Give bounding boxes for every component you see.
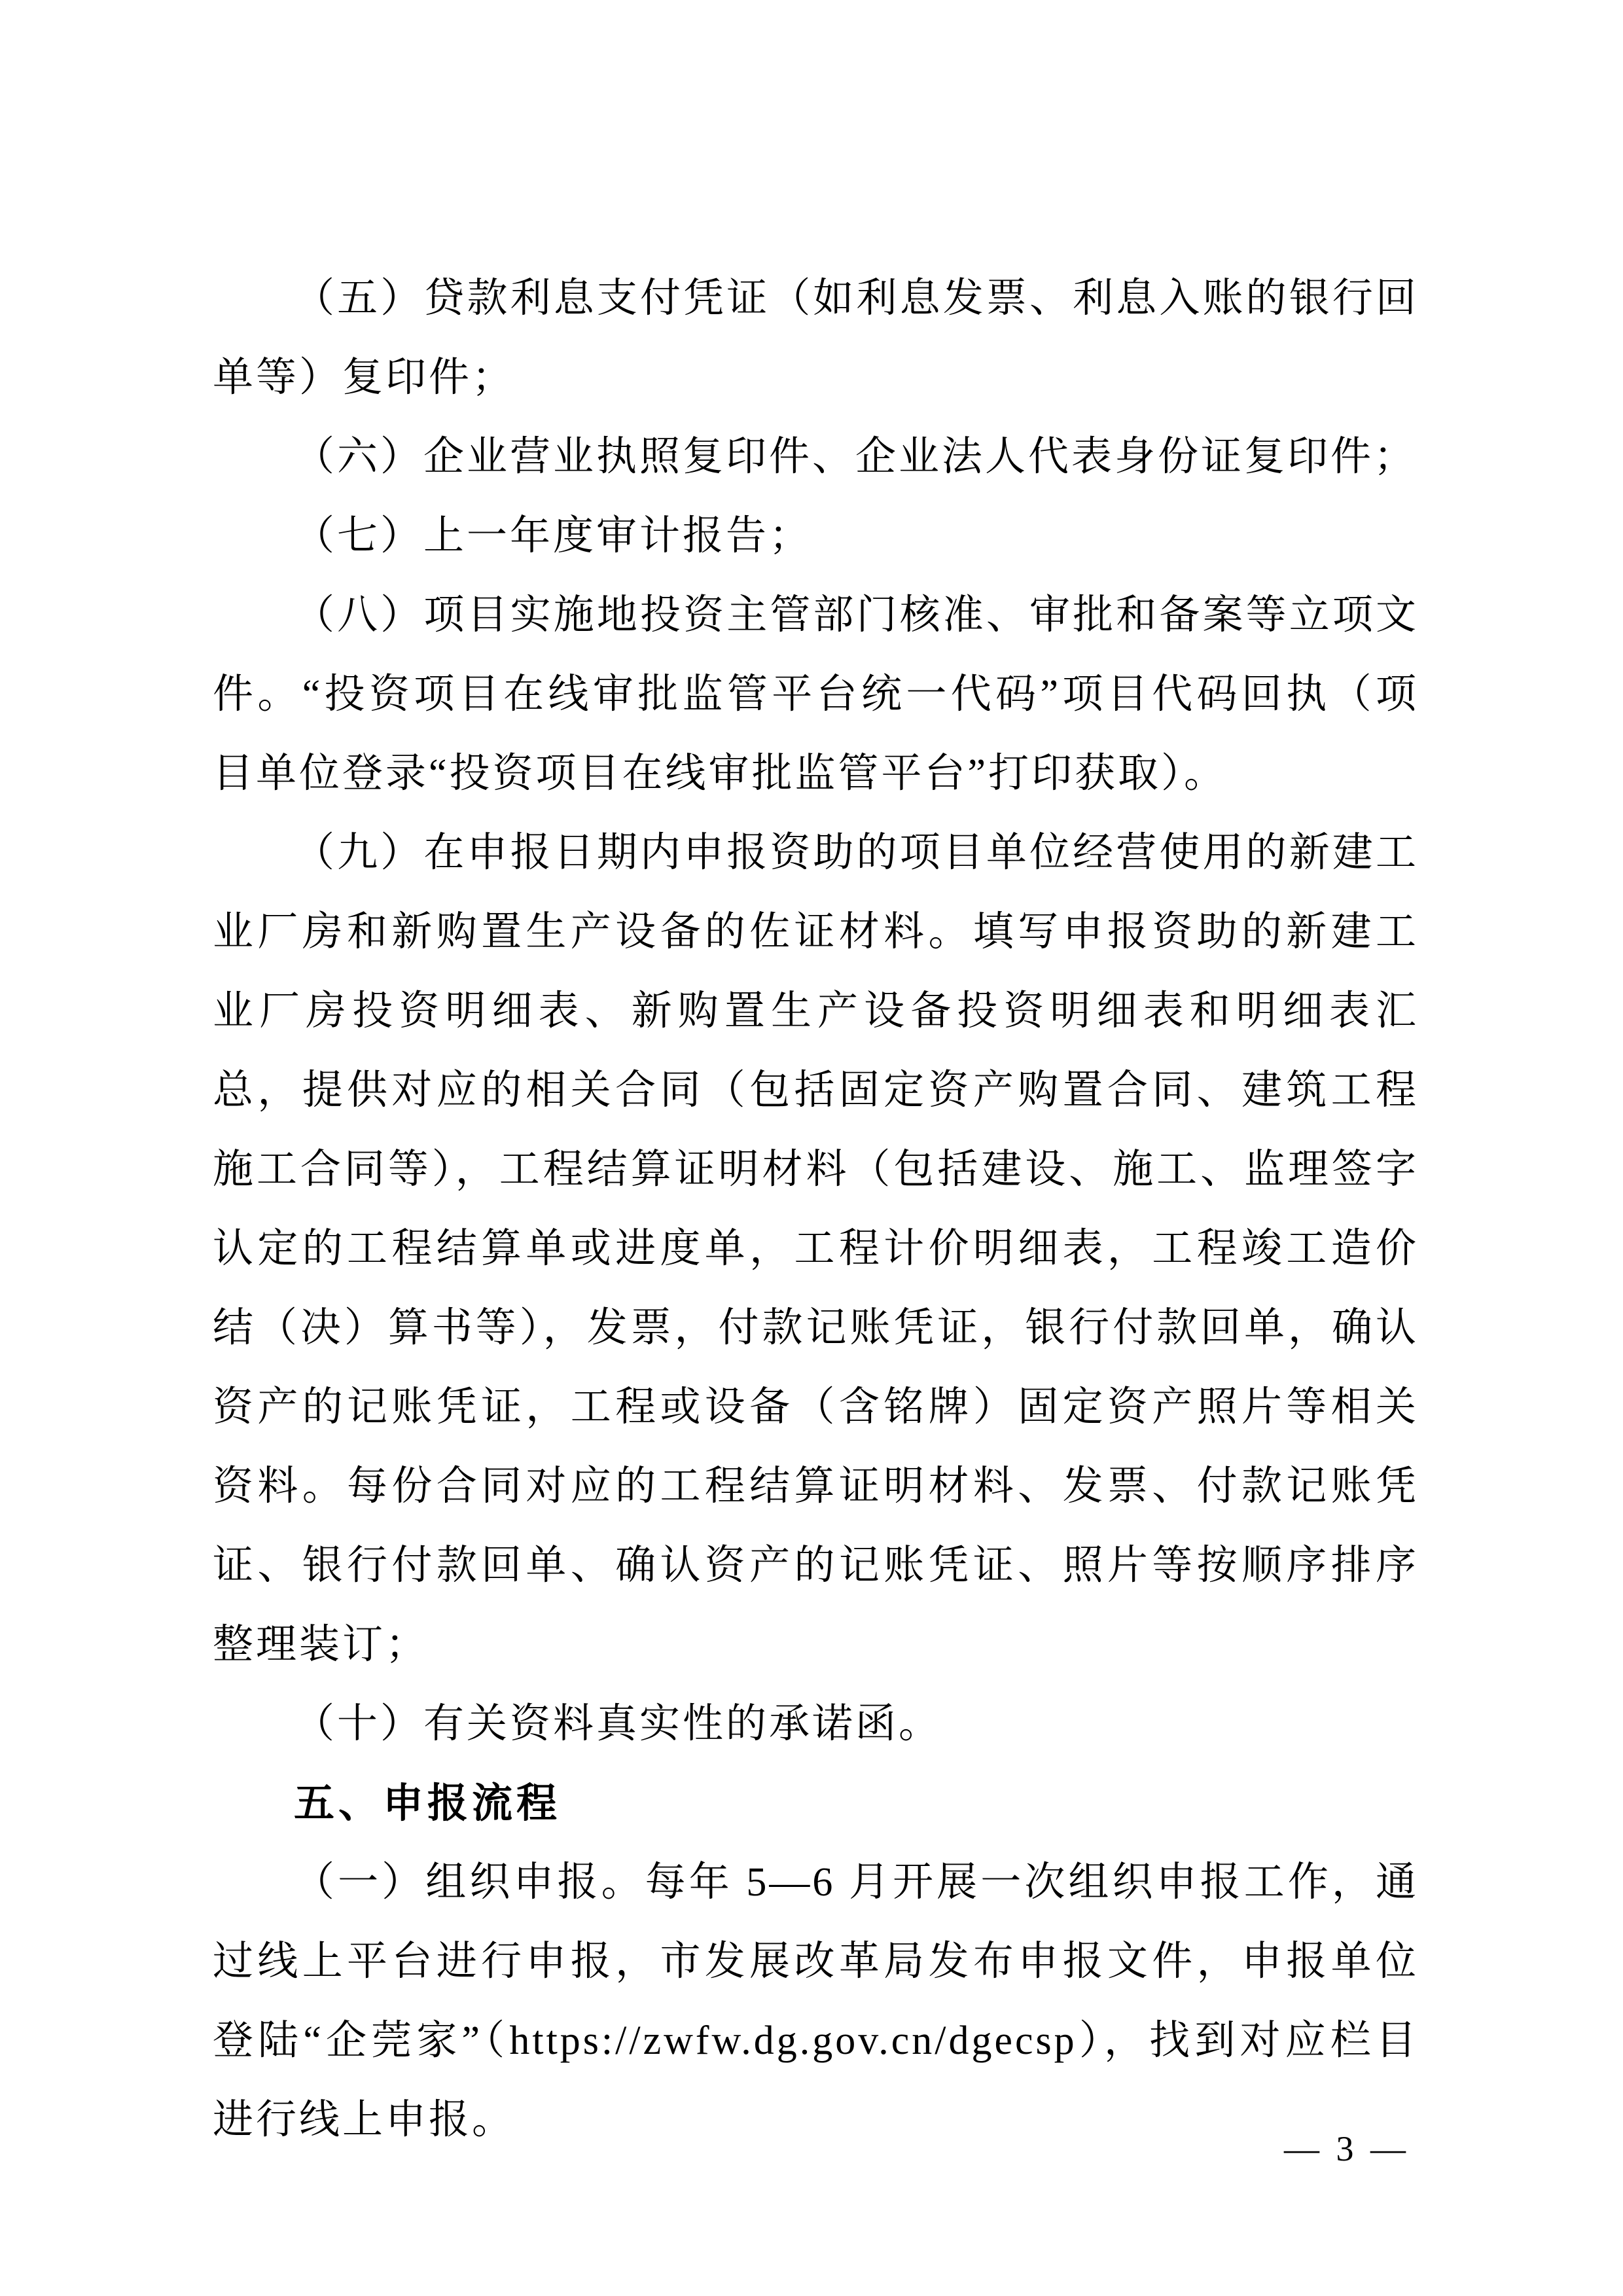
section-5-heading: 五、申报流程 [294, 1781, 562, 1826]
clause-9-paragraph: （九）在申报日期内申报资助的项目单位经营使用的新建工业厂房和新购置生产设备的佐证材料。填写申报资助的新建工业厂房投资明细表、新购置生产设备投资明细表和明细表汇总，提供对应的相关合同（包括固定资产购置合同、建筑工程施工合同等），工程结算证明材料（包括建设、施工、监理签字认定的工程结算单或进度单，工程计价明细表，工程竣工造价结（决）算书等），发票，付款记账凭证，银行付款回单，确认资产的记账凭证，工程或设备（含铭牌）固定资产照片等相关资料。每份合同对应的工程结算证明材料、发票、付款记账凭证、银行付款回单、确认资产的记账凭证、照片等按顺序排序整理装订； [213, 831, 1419, 1667]
clause-5-paragraph: （五）贷款利息支付凭证（如利息发票、利息入账的银行回单等）复印件； [213, 276, 1419, 400]
page-number: — 3 — [1284, 2129, 1410, 2168]
clause-1-organize-application-paragraph: （一）组织申报。每年 5—6 月开展一次组织申报工作，通过线上平台进行申报，市发展改革局发布申报文件，申报单位登陆“企莞家”（https://zwfw.dg.gov.cn/dgecsp），找到对应栏目进行线上申报。 [213, 1860, 1419, 2142]
clause-8-paragraph: （八）项目实施地投资主管部门核准、审批和备案等立项文件。“投资项目在线审批监管平台统一代码”项目代码回执（项目单位登录“投资项目在线审批监管平台”打印获取）。 [213, 593, 1419, 796]
clause-6-paragraph: （六）企业营业执照复印件、企业法人代表身份证复印件； [294, 435, 1418, 479]
clause-7-paragraph: （七）上一年度审计报告； [294, 514, 813, 558]
clause-10-paragraph: （十）有关资料真实性的承诺函。 [294, 1702, 942, 1746]
document-body [213, 259, 1419, 2160]
